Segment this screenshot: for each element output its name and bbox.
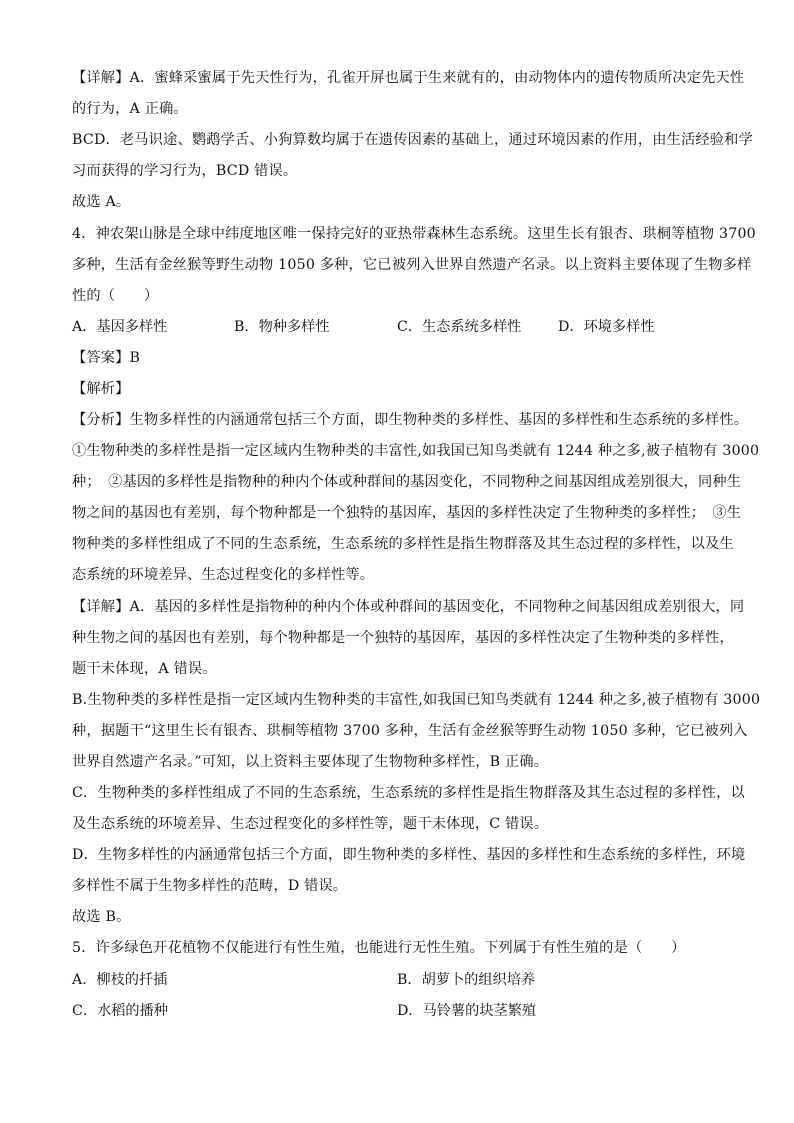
q4-detail-line: 种生物之间的基因也有差别，每个物种都是一个独特的基因库，基因的多样性决定了生物种类的多样性， [72,630,734,646]
q3-detail-line: BCD．老马识途、鹦鹉学舌、小狗算数均属于在遗传因素的基础上，通过环境因素的作用，由生活经验和学 [72,132,753,148]
q4-stem-line: 4．神农架山脉是全球中纬度地区唯一保持完好的亚热带森林生态系统。这里生长有银杏、珙桐等植物 3700 [72,226,756,242]
q3-detail-line: 的行为，A 正确。 [72,101,188,117]
q4-option-c: C．生态系统多样性 [397,319,522,335]
q4-stem-line: 性的（ ） [72,288,159,304]
q4-detail-line: 及生态系统的环境差异、生态过程变化的多样性等，题干未体现，C 错误。 [72,816,549,832]
q4-stem-line: 多种，生活有金丝猴等野生动物 1050 多种，它已被列入世界自然遗产名录。以上资料主要体现了生物多样 [72,257,752,273]
q4-detail-line: 世界自然遗产名录。”可知，以上资料主要体现了生物物种多样性，B 正确。 [72,754,549,770]
q4-analysis-line: ①生物种类的多样性是指一定区域内生物种类的丰富性,如我国已知鸟类就有 1244 种之多,被子植物有 3000 [72,443,760,459]
q4-analysis-line: 【分析】生物多样性的内涵通常包括三个方面，即生物种类的多样性、基因的多样性和生态系统的多样性。 [72,412,749,428]
q4-option-d: D．环境多样性 [558,319,655,335]
q3-detail-line: 【详解】A．蜜蜂采蜜属于先天性行为，孔雀开屏也属于生来就有的，由动物体内的遗传物质所决定先天性 [72,70,745,86]
q4-detail-line: D．生物多样性的内涵通常包括三个方面，即生物种类的多样性、基因的多样性和生态系统的多样性，环境 [72,847,746,863]
q4-detail-line: C．生物种类的多样性组成了不同的生态系统，生态系统的多样性是指生物群落及其生态过程的多样性，以 [72,785,745,801]
q4-detail-line: 【详解】A．基因的多样性是指物种的种内个体或种群间的基因变化，不同物种之间基因组成差别很大，同 [72,599,745,615]
q3-detail-line: 习而获得的学习行为，BCD 错误。 [72,163,298,179]
q5-stem: 5．许多绿色开花植物不仅能进行有性生殖，也能进行无性生殖。下列属于有性生殖的是（ ） [72,940,686,956]
q4-detail-line: 题干未体现，A 错误。 [72,661,217,677]
q4-analysis-label: 【解析】 [72,381,130,397]
q4-conclusion: 故选 B。 [72,909,131,925]
q5-option-b: B．胡萝卜的组织培养 [397,972,536,988]
q4-analysis-line: 物种类的多样性组成了不同的生态系统，生态系统的多样性是指生物群落及其生态过程的多样性，以及生 [72,536,734,552]
q4-analysis-line: 种； ②基因的多样性是指物种的种内个体或种群间的基因变化，不同物种之间基因组成差别很大，同种生 [72,474,742,490]
q5-option-c: C．水稻的播种 [72,1003,168,1019]
q4-detail-line: 种，据题干“这里生长有银杏、珙桐等植物 3700 多种，生活有金丝猴等野生动物 1050 多种，它已被列入 [72,723,748,739]
q5-option-a: A．柳枝的扦插 [72,972,168,988]
q4-analysis-line: 态系统的环境差异、生态过程变化的多样性等。 [72,567,375,583]
q4-detail-line: 多样性不属于生物多样性的范畴，D 错误。 [72,878,348,894]
q3-conclusion: 故选 A。 [72,194,131,210]
q4-detail-line: B.生物种类的多样性是指一定区域内生物种类的丰富性,如我国已知鸟类就有 1244 种之多,被子植物有 3000 [72,692,761,708]
q4-analysis-line: 物之间的基因也有差别，每个物种都是一个独特的基因库，基因的多样性决定了生物种类的多样性； ③生 [72,505,742,521]
q4-option-b: B．物种多样性 [234,319,330,335]
q4-option-a: A．基因多样性 [72,319,168,335]
q5-option-d: D．马铃薯的块茎繁殖 [397,1003,537,1019]
q4-answer: 【答案】B [72,350,141,366]
